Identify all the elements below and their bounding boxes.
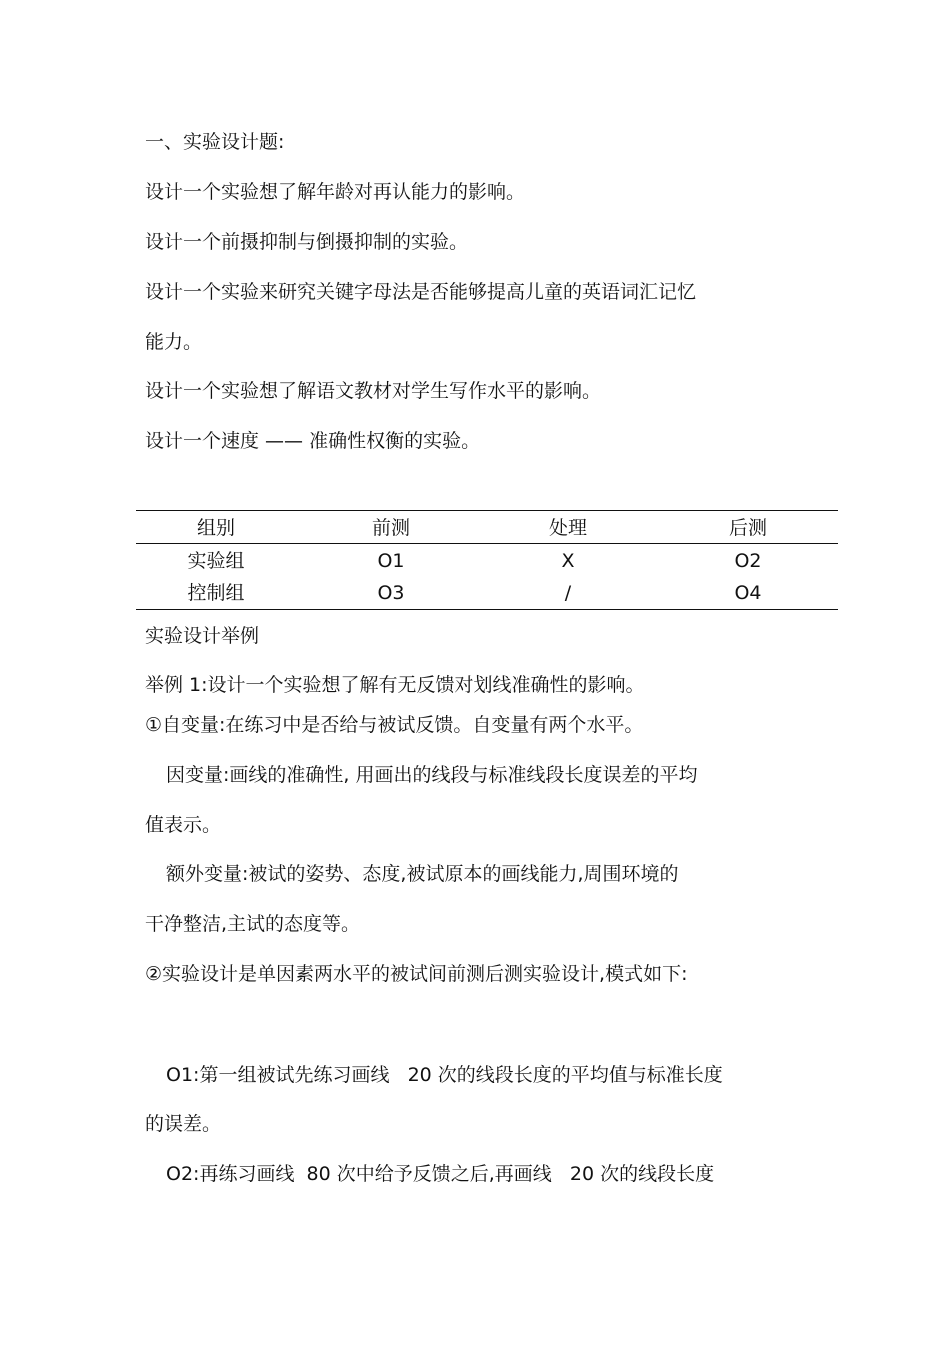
example-1: 举例 1:设计一个实验想了解有无反馈对划线准确性的影响。 bbox=[145, 674, 645, 696]
header-cell: 处理 bbox=[548, 517, 587, 539]
table-cell: / bbox=[564, 582, 572, 604]
independent-variable: ①自变量:在练习中是否给与被试反馈。自变量有两个水平。 bbox=[145, 714, 644, 736]
table-cell: X bbox=[561, 550, 575, 572]
design-description: ②实验设计是单因素两水平的被试间前测后测实验设计,模式如下: bbox=[145, 963, 688, 985]
table-top-rule bbox=[136, 510, 838, 511]
table-cell: 实验组 bbox=[187, 550, 245, 572]
question-5: 设计一个速度 —— 准确性权衡的实验。 bbox=[145, 430, 481, 452]
o1-description: O1:第一组被试先练习画线 20 次的线段长度的平均值与标准长度 bbox=[166, 1064, 723, 1086]
header-cell: 组别 bbox=[196, 517, 235, 539]
table-cell: O4 bbox=[734, 582, 762, 604]
header-cell: 前测 bbox=[371, 517, 410, 539]
o2-description: O2:再练习画线 80 次中给予反馈之后,再画线 20 次的线段长度 bbox=[166, 1163, 715, 1185]
section-heading: 一、实验设计题: bbox=[145, 131, 285, 153]
question-4: 设计一个实验想了解语文教材对学生写作水平的影响。 bbox=[145, 380, 602, 402]
o1-description-continued: 的误差。 bbox=[145, 1113, 222, 1135]
question-3-continued: 能力。 bbox=[145, 331, 203, 353]
table-cell: O1 bbox=[377, 550, 405, 572]
dependent-variable: 因变量:画线的准确性, 用画出的线段与标准线段长度误差的平均 bbox=[166, 764, 698, 786]
table-header-rule bbox=[136, 543, 838, 544]
table-cell: O2 bbox=[734, 550, 762, 572]
table-bottom-rule bbox=[136, 609, 838, 610]
question-2: 设计一个前摄抑制与倒摄抑制的实验。 bbox=[145, 231, 469, 253]
extraneous-variable-continued: 干净整洁,主试的态度等。 bbox=[145, 913, 361, 935]
question-3: 设计一个实验来研究关键字母法是否能够提高儿童的英语词汇记忆 bbox=[145, 281, 697, 303]
extraneous-variable: 额外变量:被试的姿势、态度,被试原本的画线能力,周围环境的 bbox=[166, 863, 679, 885]
table-cell: 控制组 bbox=[187, 582, 245, 604]
section-title: 实验设计举例 bbox=[145, 625, 260, 647]
header-cell: 后测 bbox=[728, 517, 767, 539]
question-1: 设计一个实验想了解年龄对再认能力的影响。 bbox=[145, 181, 526, 203]
dependent-variable-continued: 值表示。 bbox=[145, 814, 222, 836]
table-cell: O3 bbox=[377, 582, 405, 604]
